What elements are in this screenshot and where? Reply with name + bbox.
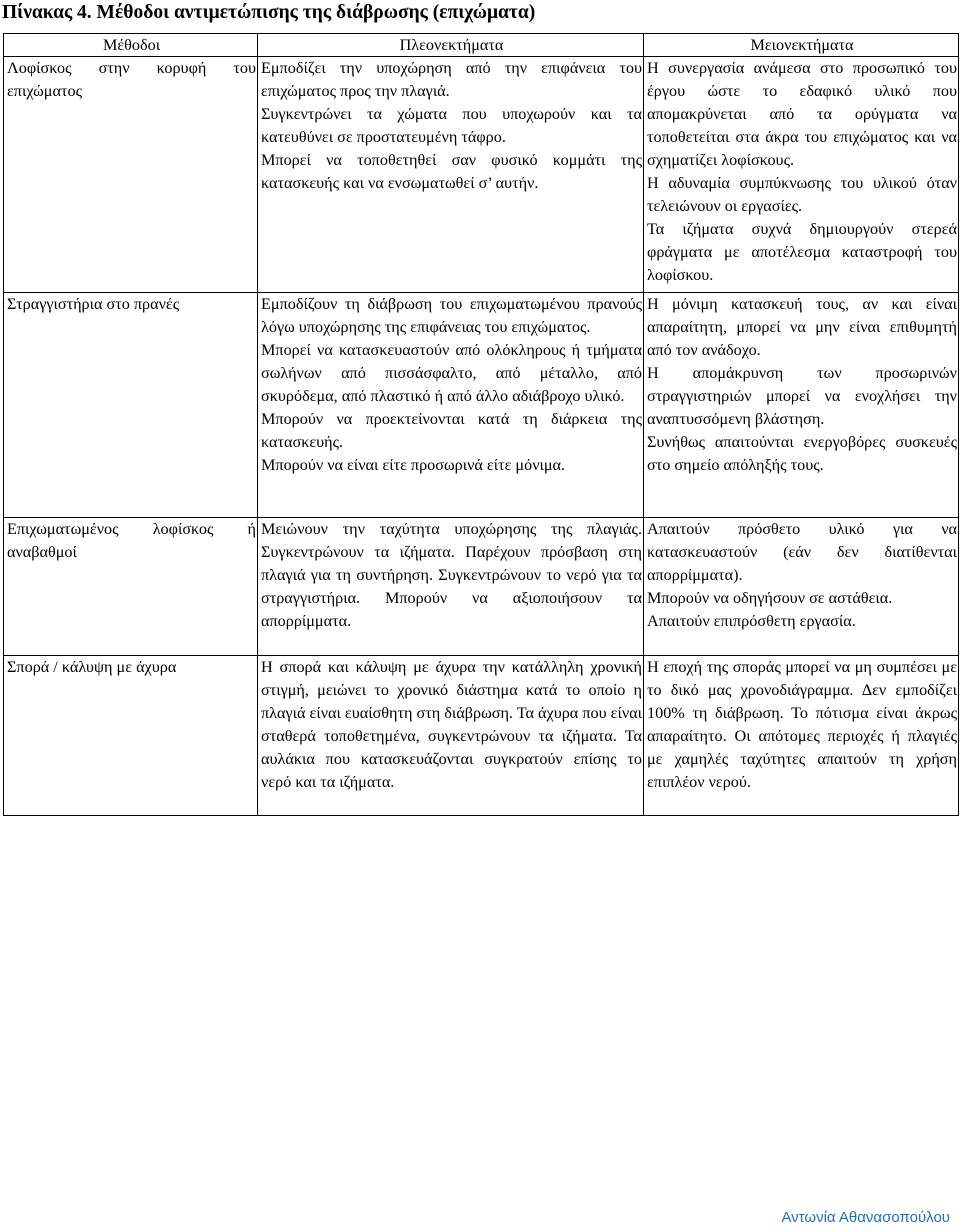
- disadvantage-text: Η απομάκρυνση των προσωρινών στραγγιστηριών μπορεί να ενοχλήσει την αναπτυσσόμενη βλάστηση.: [647, 364, 957, 428]
- method-text: Σπορά / κάλυψη με άχυρα: [7, 658, 177, 676]
- disadvantage-text: Μπορούν να οδηγήσουν σε αστάθεια.: [647, 589, 893, 607]
- advantage-text: Μπορεί να τοποθετηθεί σαν φυσικό κομμάτι της κατασκευής και να ενσωματωθεί σ’ αυτήν.: [261, 151, 642, 192]
- header-disadvantages: Μειονεκτήματα: [644, 34, 959, 57]
- method-cell: [4, 518, 258, 656]
- disadvantages-cell: [644, 293, 959, 518]
- table-row: [4, 656, 959, 816]
- advantage-text: Μπορούν να είναι είτε προσωρινά είτε μόνιμα.: [261, 456, 566, 474]
- method-text: Στραγγιστήρια στο πρανές: [7, 295, 180, 313]
- advantage-text: Συγκεντρώνει τα χώματα που υποχωρούν και τα κατευθύνει σε προστατευμένη τάφρο.: [261, 105, 642, 146]
- advantage-text: Εμποδίζουν τη διάβρωση του επιχωματωμένου πρανούς λόγω υποχώρησης της επιφάνειας του επιχώματος.: [261, 295, 642, 336]
- disadvantage-text: Η αδυναμία συμπύκνωσης του υλικού όταν τελειώνουν οι εργασίες.: [647, 174, 957, 215]
- header-advantages: Πλεονεκτήματα: [258, 34, 644, 57]
- disadvantages-cell: [644, 518, 959, 656]
- methods-table: [3, 33, 959, 816]
- advantage-text: Εμποδίζει την υποχώρηση από την επιφάνεια του επιχώματος προς την πλαγιά.: [261, 59, 642, 100]
- advantages-cell: [258, 57, 644, 293]
- table-header-row: [4, 34, 959, 57]
- disadvantage-text: Η μόνιμη κατασκευή τους, αν και είναι απαραίτητη, μπορεί να μην είναι επιθυμητή από τον ανάδοχο.: [647, 295, 957, 359]
- page-title: Πίνακας 4. Μέθοδοι αντιμετώπισης της διάβρωσης (επιχώματα): [2, 2, 536, 23]
- method-cell: [4, 57, 258, 293]
- footer-author: Αντωνία Αθανασοπούλου: [781, 1209, 950, 1226]
- disadvantage-text: Απαιτούν πρόσθετο υλικό για να κατασκευαστούν (εάν δεν διατίθενται απορρίμματα).: [647, 520, 957, 584]
- method-text: Λοφίσκος στην κορυφή του επιχώματος: [7, 59, 256, 100]
- advantage-text: Η σπορά και κάλυψη με άχυρα την κατάλληλη χρονική στιγμή, μειώνει το χρονικό διάστημα κατά το οποίο η πλαγιά είναι ευαίσθητη στη διάβρωση. Τα άχυρα που είναι σταθερά τοποθετημένα, συγκεντρώνουν τα ιζήματα. Τα αυλάκια που κατασκευάζονται συγκρατούν επίσης το νερό και τα ιζήματα.: [261, 658, 642, 791]
- method-text: Επιχωματωμένος λοφίσκος ή αναβαθμοί: [7, 520, 256, 561]
- method-cell: [4, 656, 258, 816]
- advantage-text: Μπορούν να προεκτείνονται κατά τη διάρκεια της κατασκευής.: [261, 410, 642, 451]
- disadvantage-text: Τα ιζήματα συχνά δημιουργούν στερεά φράγματα με αποτέλεσμα καταστροφή του λοφίσκου.: [647, 220, 957, 284]
- table-row: [4, 293, 959, 518]
- advantages-cell: [258, 656, 644, 816]
- header-methods: Μέθοδοι: [4, 34, 258, 57]
- disadvantages-cell: [644, 656, 959, 816]
- disadvantage-text: Συνήθως απαιτούνται ενεργοβόρες συσκευές στο σημείο απόληξής τους.: [647, 433, 957, 474]
- table-row: [4, 57, 959, 293]
- advantages-cell: [258, 293, 644, 518]
- disadvantages-cell: [644, 57, 959, 293]
- advantage-text: Μπορεί να κατασκευαστούν από ολόκληρους ή τμήματα σωλήνων από πισσάσφαλτο, από μέταλλο, από σκυρόδεμα, από πλαστικό ή από άλλο αδιάβροχο υλικό.: [261, 341, 642, 405]
- disadvantage-text: Απαιτούν επιπρόσθετη εργασία.: [647, 612, 856, 630]
- method-cell: [4, 293, 258, 518]
- advantages-cell: [258, 518, 644, 656]
- advantage-text: Μειώνουν την ταχύτητα υποχώρησης της πλαγιάς. Συγκεντρώνουν τα ιζήματα. Παρέχουν πρόσβαση στη πλαγιά για τη συντήρηση. Συγκεντρώνουν το νερό για τα στραγγιστήρια. Μπορούν να αξιοποιήσουν τα απορρίμματα.: [261, 520, 642, 630]
- table-row: [4, 518, 959, 656]
- disadvantage-text: Η συνεργασία ανάμεσα στο προσωπικό του έργου ώστε το εδαφικό υλικό που απομακρύνεται από τα ορύγματα να τοποθετείται στα άκρα του επιχώματος και να σχηματίζει λοφίσκους.: [647, 59, 957, 169]
- disadvantage-text: Η εποχή της σποράς μπορεί να μη συμπέσει με το δικό μας χρονοδιάγραμμα. Δεν εμποδίζει 100% τη διάβρωση. Το πότισμα είναι άκρως απαραίτητο. Οι απότομες περιοχές ή πλαγιές με χαμηλές ταχύτητες απαιτούν τη χρήση επιπλέον νερού.: [647, 658, 957, 791]
